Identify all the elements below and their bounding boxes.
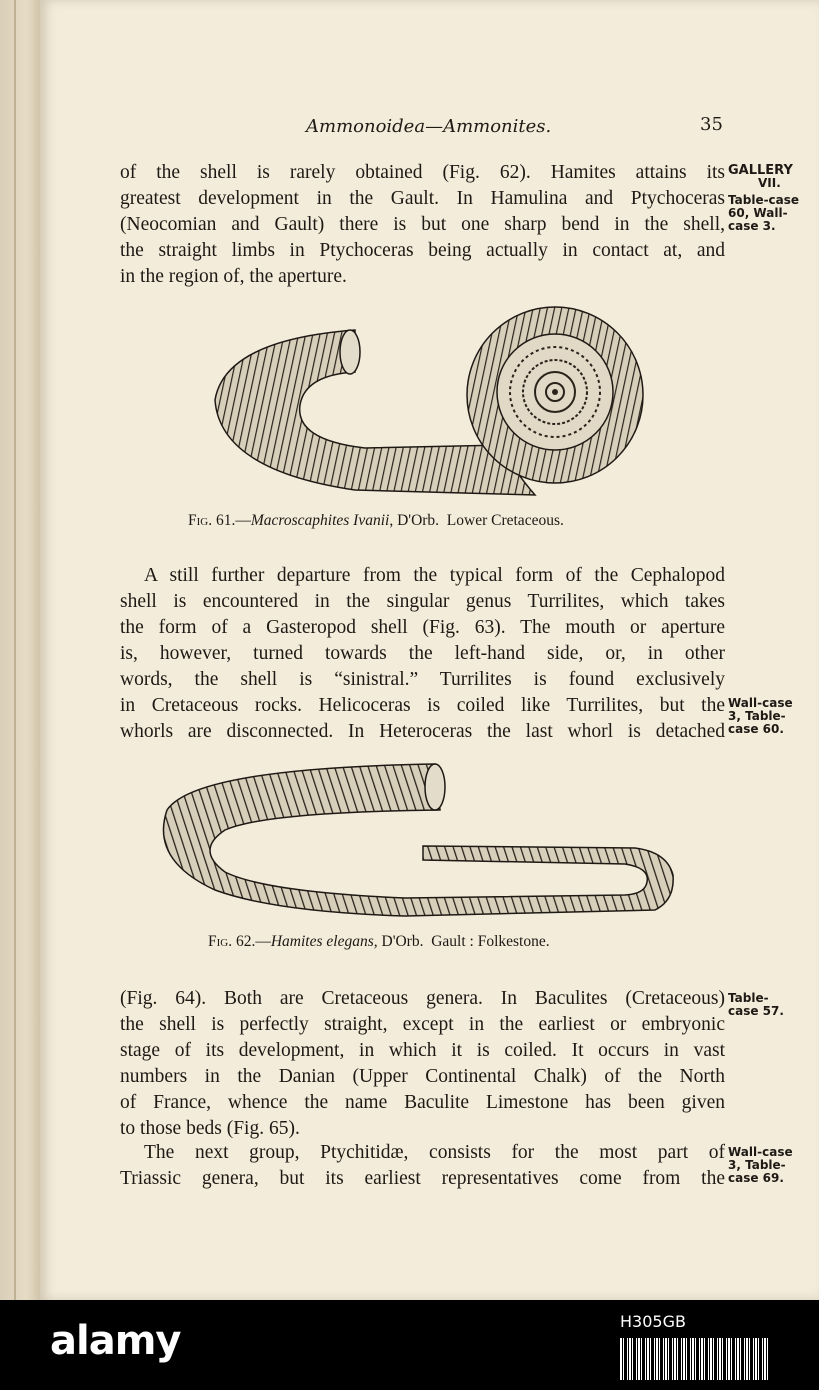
margin-note-4: Wall-case 3, Table- case 69.: [728, 1145, 793, 1185]
text-line: greatest development in the Gault. In Hamulina and Ptychoceras: [120, 188, 725, 209]
paragraph-3: [120, 986, 725, 1142]
figure-62-hamites: [155, 760, 680, 925]
text-line: Triassic genera, but its earliest representatives come from the: [120, 1168, 725, 1189]
text-line: shell is encountered in the singular genus Turrilites, which takes: [120, 591, 725, 612]
barcode-icon: [620, 1338, 770, 1380]
text-line: in the region of, the aperture.: [120, 266, 347, 287]
text-line: words, the shell is “sinistral.” Turrilites is found exclusively: [120, 669, 725, 690]
text-line: the shell is perfectly straight, except in the earliest or embryonic: [120, 1014, 725, 1035]
page-number: 35: [700, 114, 723, 135]
text-line: stage of its development, in which it is coiled. It occurs in vast: [120, 1040, 725, 1061]
text-line: numbers in the Danian (Upper Continental Chalk) of the North: [120, 1066, 725, 1087]
text-line: A still further departure from the typical form of the Cephalopod: [144, 565, 725, 586]
image-code: H305GB: [620, 1312, 686, 1331]
figure-62-caption: Fig. 62.—Hamites elegans, D'Orb. Gault : Folkestone.: [208, 933, 550, 950]
paragraph-1: [120, 160, 725, 290]
text-line: of France, whence the name Baculite Limestone has been given: [120, 1092, 725, 1113]
text-line: is, however, turned towards the left-hand side, or, in other: [120, 643, 725, 664]
text-line: to those beds (Fig. 65).: [120, 1118, 300, 1139]
figure-61-macroscaphites: [205, 300, 665, 505]
stock-watermark-bar: [0, 1300, 819, 1390]
text-line: The next group, Ptychitidæ, consists for the most part of: [144, 1142, 725, 1163]
paragraph-4: [120, 1140, 725, 1192]
text-line: (Neocomian and Gault) there is but one sharp bend in the shell,: [120, 214, 725, 235]
text-line: the form of a Gasteropod shell (Fig. 63). The mouth or aperture: [120, 617, 725, 638]
alamy-logo: alamy: [50, 1318, 181, 1364]
book-gutter: [0, 0, 44, 1300]
margin-note-3: Table- case 57.: [728, 991, 784, 1018]
text-line: (Fig. 64). Both are Cretaceous genera. In Baculites (Cretaceous): [120, 988, 725, 1009]
text-line: the straight limbs in Ptychoceras being actually in contact at, and: [120, 240, 725, 261]
margin-note-1: GALLERY VII. Table-case 60, Wall- case 3.: [728, 163, 800, 233]
paragraph-2: [120, 563, 725, 745]
text-line: whorls are disconnected. In Heteroceras the last whorl is detached: [120, 721, 725, 742]
figure-61-caption: Fig. 61.—Macroscaphites Ivanii, D'Orb. Lower Cretaceous.: [188, 512, 564, 529]
text-line: of the shell is rarely obtained (Fig. 62). Hamites attains its: [120, 162, 725, 183]
text-line: in Cretaceous rocks. Helicoceras is coiled like Turrilites, but the: [120, 695, 725, 716]
page-header: [0, 112, 819, 142]
margin-note-2: Wall-case 3, Table- case 60.: [728, 696, 793, 736]
running-head: Ammonoidea—Ammonites.: [306, 116, 552, 137]
